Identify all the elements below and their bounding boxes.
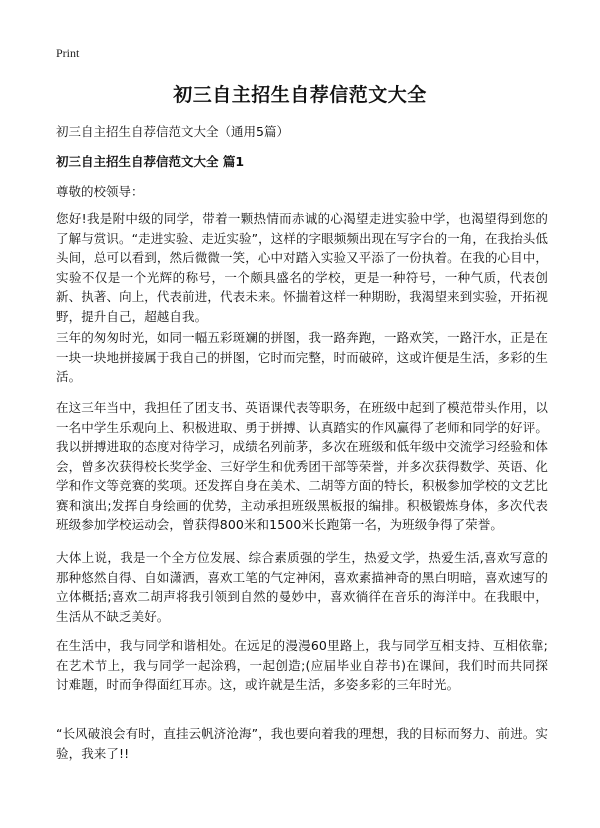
- paragraph-closing: “长风破浪会有时，直挂云帆济沧海”，我也要向着我的理想，我的目标而努力、前进。实验，我来了!!: [56, 726, 548, 761]
- print-label: Print: [56, 46, 80, 60]
- letter-greeting: 尊敬的校领导：: [56, 184, 144, 199]
- document-title: 初三自主招生自荐信范文大全: [173, 84, 427, 106]
- paragraph-intro: 您好!我是附中级的同学，带着一颗热情而赤诚的心渴望走进实验中学，也渴望得到您的了解与赏识。“走进实验、走近实验”，这样的字眼频频出现在写字台的一角，在我抬头低头间，总可以看到，然后微微一笑，心中对踏入实验又平添了一份执着。在我的心目中，实验不仅是一个光辉的称号，一个颇具盛名的学校，更是一种符号，一种气质，代表创新、执著、向上，代表前进，代表未来。怀揣着这样一种期盼，我渴望来到实验，开拓视野，提升自己，超越自我。: [56, 211, 548, 324]
- section-heading: 初三自主招生自荐信范文大全 篇1: [56, 154, 245, 169]
- paragraph-social-life: 在生活中，我与同学和谐相处。在远足的漫漫60里路上，我与同学互相支持、互相依靠;在艺术节上，我与同学一起涂鸦，一起创造;(应届毕业自荐书)在课间，我们时而共同探讨难题，时而争得面红耳赤。这，或许就是生活，多姿多彩的三年时光。: [56, 638, 548, 692]
- paragraph-achievements: 在这三年当中，我担任了团支书、英语课代表等职务，在班级中起到了模范带头作用，以一名中学生乐观向上、积极进取、勇于拼搏、认真踏实的作风赢得了老师和同学的好评。我以拼搏进取的态度对待学习，成绩名列前茅，多次在班级和低年级中交流学习经验和体会，曾多次获得校长奖学金、三好学生和优秀团干部等荣誉，并多次获得数学、英语、化学和作文等竞赛的奖项。还发挥自身在美术、二胡等方面的特长，积极参加学校的文艺比赛和演出;发挥自身绘画的优势，主动承担班级黑板报的编排。积极锻炼身体，多次代表班级参加学校运动会，曾获得800米和1500米长跑第一名，为班级争得了荣誉。: [56, 400, 548, 532]
- paragraph-interests: 大体上说，我是一个全方位发展、综合素质强的学生，热爱文学，热爱生活,喜欢写意的那种悠然自得、自如潇洒，喜欢工笔的气定神闲，喜欢素描神奇的黑白明暗，喜欢速写的立体概括;喜欢二胡声将我引领到自然的曼妙中，喜欢徜徉在音乐的海洋中。在我眼中，生活从不缺乏美好。: [56, 550, 548, 624]
- document-subtitle: 初三自主招生自荐信范文大全（通用5篇）: [56, 124, 289, 139]
- paragraph-three-years: 三年的匆匆时光，如同一幅五彩斑斓的拼图，我一路奔跑，一路欢笑，一路汗水，正是在一块一块地拼接属于我自己的拼图，它时而完整，时而破碎，这或许便是生活，多彩的生活。: [56, 330, 548, 384]
